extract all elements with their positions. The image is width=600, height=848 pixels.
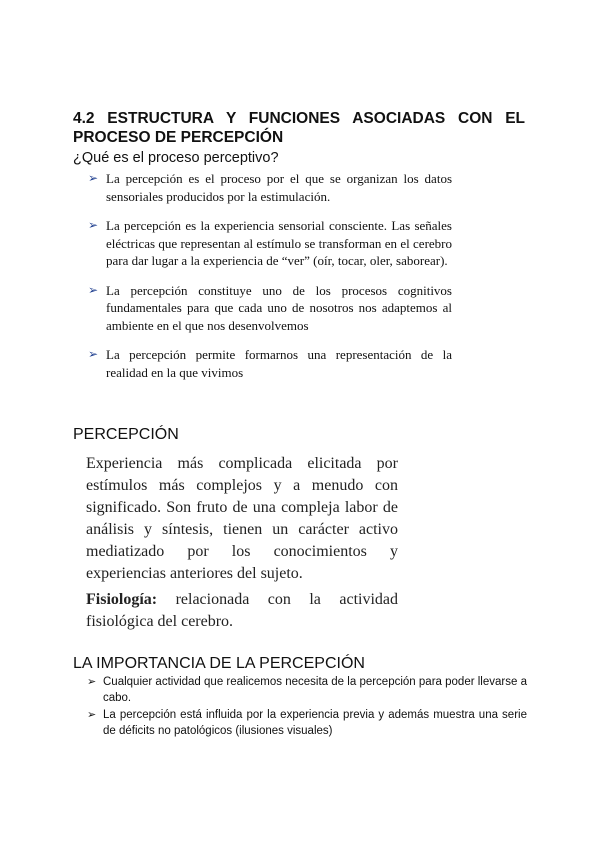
question-text: ¿Qué es el proceso perceptivo? — [73, 150, 279, 166]
list-item — [73, 707, 527, 739]
perception-bullet-list — [80, 170, 452, 381]
list-item — [80, 217, 452, 270]
list-item-text: La percepción constituye uno de los procesos cognitivos fundamentales para que cada uno de nosotros nos adaptemos al ambiente en el que nos desenvolvemos — [106, 282, 452, 333]
list-item — [80, 170, 452, 205]
fisiologia-paragraph — [86, 589, 398, 633]
list-item-text: La percepción permite formarnos una representación de la realidad en la que vivimos — [106, 347, 452, 380]
arrow-bullet-icon: ➢ — [88, 282, 99, 297]
section-heading: PERCEPCIÓN — [73, 426, 179, 443]
definition-block — [86, 453, 398, 633]
arrow-bullet-icon: ➢ — [87, 709, 97, 721]
definition-paragraph: Experiencia más complicada elicitada por estímulos más complejos y a menudo con significado. Son fruto de una compleja labor de análisis y síntesis, tienen un carácter activo mediatizado por los conocimientos y experiencias anteriores del sujeto. — [86, 455, 398, 582]
list-item — [80, 282, 452, 335]
section-heading: LA IMPORTANCIA DE LA PERCEPCIÓN — [73, 655, 365, 672]
arrow-bullet-icon: ➢ — [88, 218, 99, 232]
list-item-text: La percepción es la experiencia sensorial consciente. Las señales eléctricas que representan al estímulo se transforman en el cerebro para dar lugar a la experiencia de “ver” (oír, tocar, oler, saborear). — [106, 218, 452, 268]
list-item-text: Cualquier actividad que realicemos necesita de la percepción para poder llevarse a cabo. — [103, 676, 527, 704]
list-item — [80, 346, 452, 381]
fisiologia-text: relacionada con la actividad fisiológica del cerebro. — [86, 591, 398, 630]
arrow-bullet-icon: ➢ — [87, 676, 97, 688]
fisiologia-label: Fisiología: — [86, 591, 158, 608]
list-item-text: La percepción está influida por la experiencia previa y además muestra una serie de déficits no patológicos (ilusiones visuales) — [103, 709, 527, 737]
importance-bullet-list — [73, 674, 527, 740]
section-heading-line2: PROCESO DE PERCEPCIÓN — [73, 129, 284, 146]
section-heading-line1: 4.2 ESTRUCTURA Y FUNCIONES ASOCIADAS CON EL — [73, 110, 525, 127]
arrow-bullet-icon: ➢ — [88, 347, 99, 361]
list-item — [73, 674, 527, 706]
list-item-text: La percepción es el proceso por el que se organizan los datos sensoriales producidos por la estimulación. — [106, 171, 452, 204]
arrow-bullet-icon: ➢ — [88, 171, 99, 185]
